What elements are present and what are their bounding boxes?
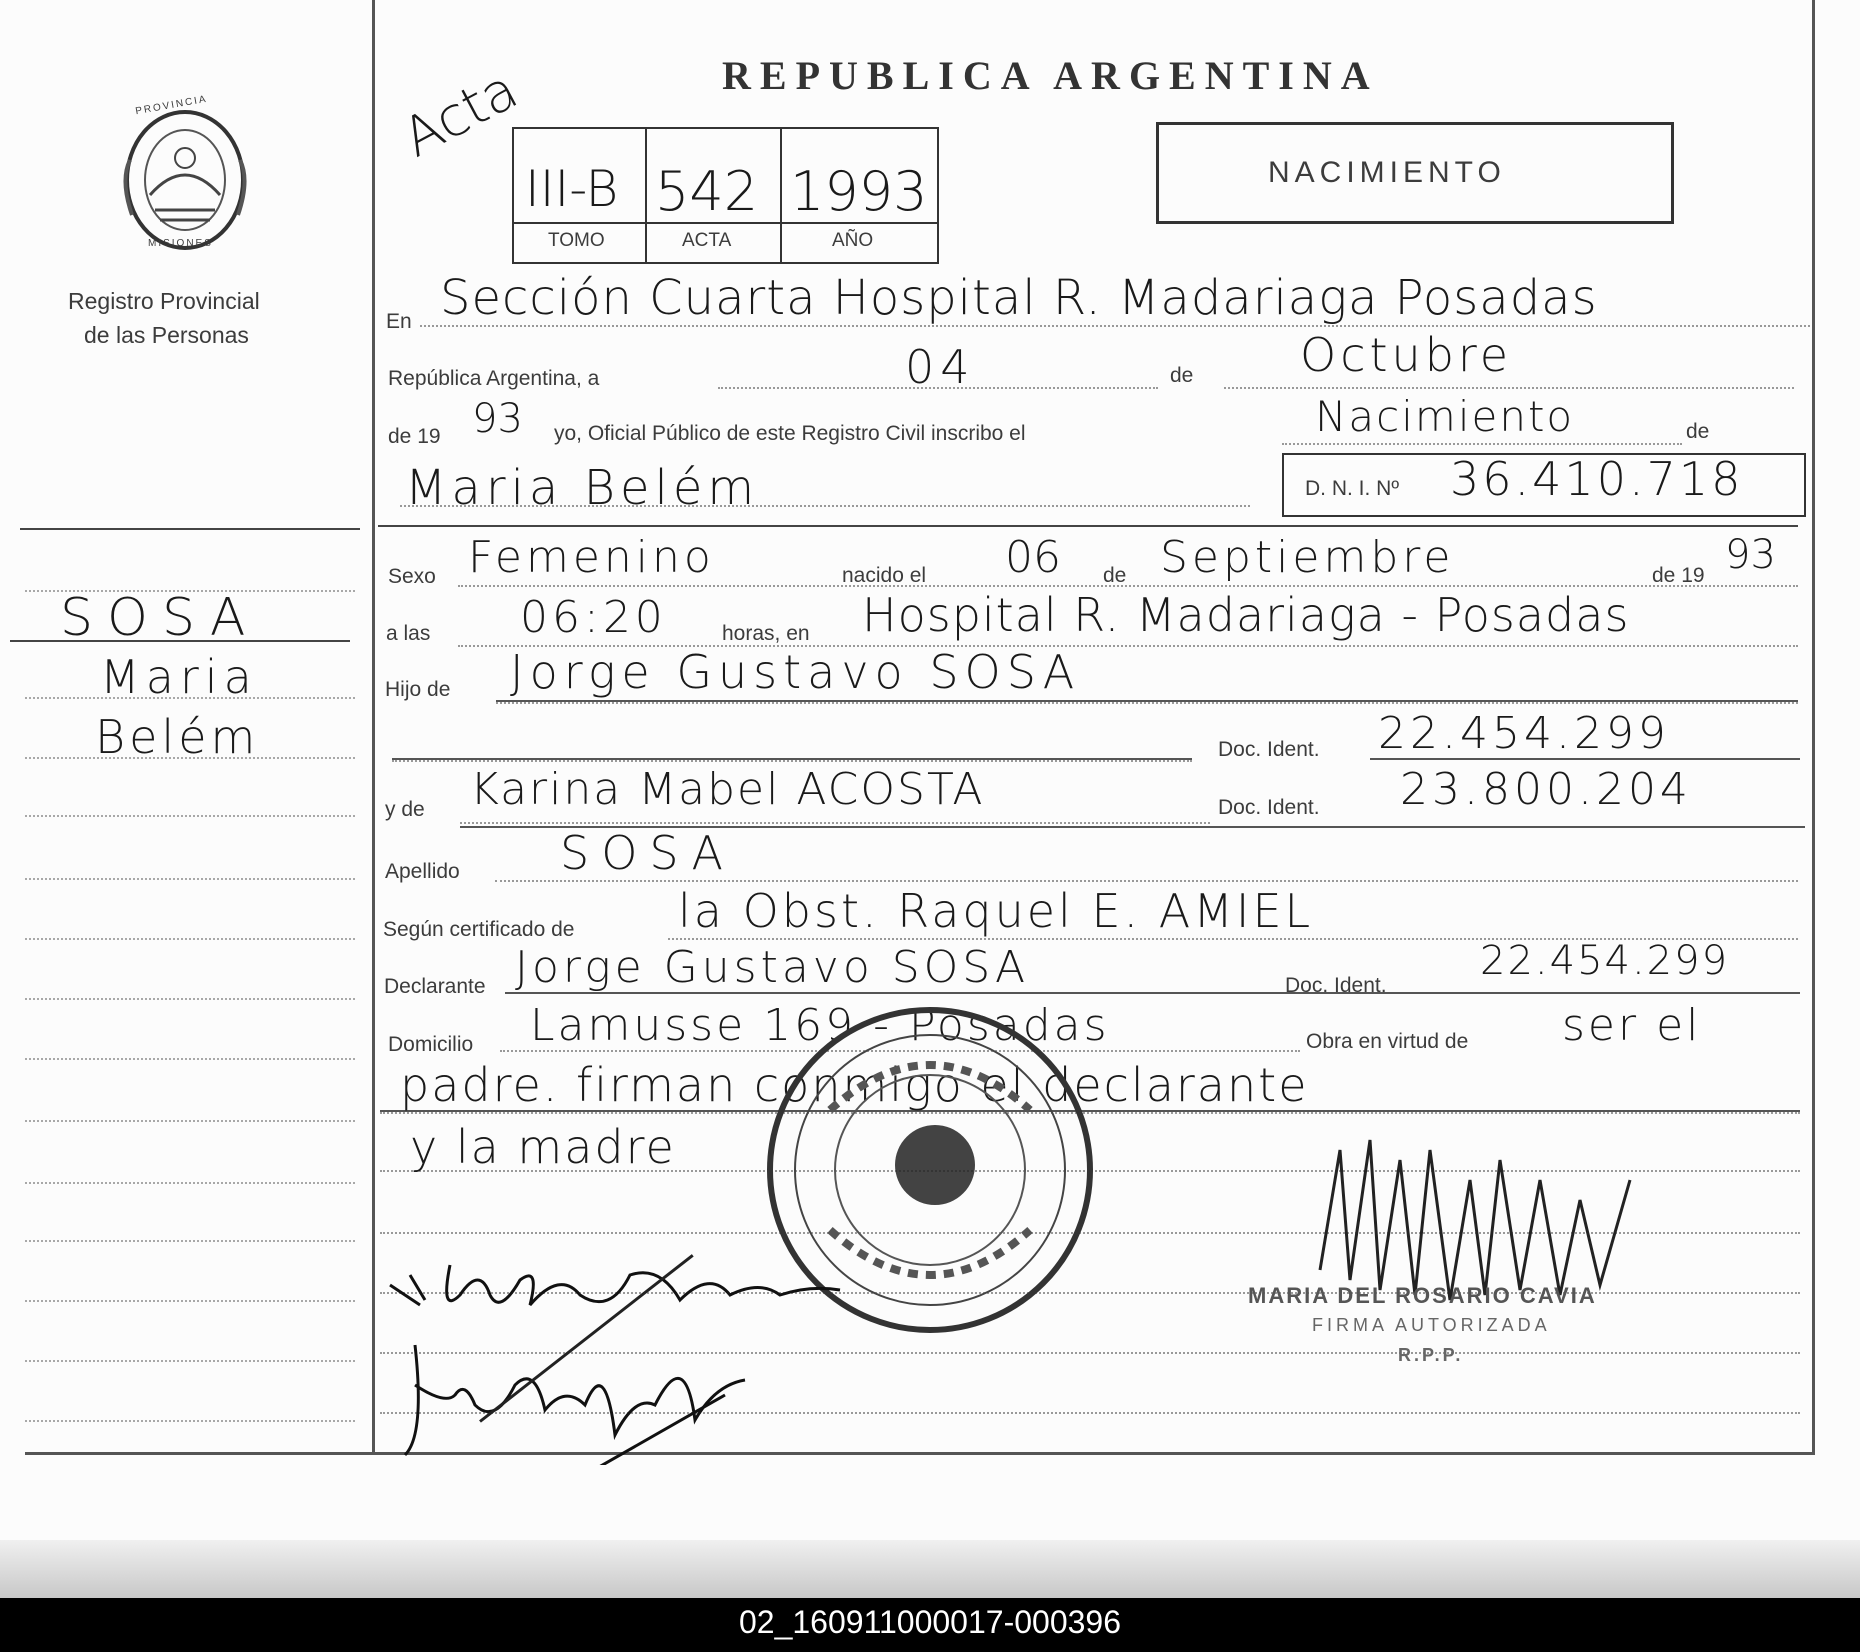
month-value: Octubre (1300, 328, 1513, 382)
anio-value: 1993 (790, 160, 928, 223)
field-line (458, 585, 1798, 587)
de19-label: de 19 (1652, 564, 1705, 587)
stub-right-border (372, 0, 375, 1455)
stub-line (25, 1300, 355, 1302)
acta-annotation: Acta (392, 57, 528, 170)
section-value: Sección Cuarta Hospital R. Madariaga Posadas (440, 270, 1598, 326)
act-type-value: Nacimiento (1315, 392, 1575, 441)
country-title: REPUBLICA ARGENTINA (722, 53, 1379, 98)
obra-line-3: y la madre (410, 1120, 676, 1174)
domicilio-value: Lamusse 169 - Posadas (530, 1000, 1110, 1051)
birth-month-value: Septiembre (1160, 532, 1455, 583)
obra-value: ser el (1562, 1000, 1702, 1051)
seal-bottom-text: MISIONES (148, 238, 213, 249)
authorized-title: FIRMA AUTORIZADA (1312, 1315, 1551, 1335)
docid-label-3: Doc. Ident. (1285, 974, 1387, 997)
mother-name: Karina Mabel ACOSTA (470, 764, 985, 815)
alas-label: a las (386, 622, 431, 645)
stub-given-name-2: Belém (95, 710, 260, 764)
stub-line (25, 998, 355, 1000)
stub-line (25, 1240, 355, 1242)
de-label-3: de (1103, 564, 1127, 587)
birth-place-value: Hospital R. Madariaga - Posadas (862, 588, 1630, 642)
nacido-label: nacido el (842, 564, 927, 587)
apellido-value: SOSA (560, 826, 735, 880)
provincial-seal-icon (110, 100, 260, 260)
seal-top-text: PROVINCIA (134, 93, 209, 118)
field-line (496, 702, 1798, 704)
year-prefix: de 19 (388, 425, 441, 448)
father-doc: 22.454.299 (1378, 708, 1670, 759)
docid-label-1: Doc. Ident. (1218, 738, 1320, 761)
stub-top-divider (20, 528, 360, 530)
birth-year-suffix: 93 (1725, 532, 1776, 578)
field-line (460, 822, 1210, 824)
record-type: NACIMIENTO (1268, 156, 1506, 189)
registry-divider (645, 127, 647, 262)
father-name: Jorge Gustavo SOSA (510, 645, 1081, 699)
birth-day-value: 06 (1005, 532, 1061, 583)
docid-label-2: Doc. Ident. (1218, 796, 1320, 819)
republica-label: República Argentina, a (388, 367, 600, 390)
segun-label: Según certificado de (383, 918, 575, 941)
en-label: En (386, 310, 412, 333)
de-label: de (1170, 364, 1194, 387)
office-name-line1: Registro Provincial (68, 288, 260, 314)
field-solid-line (496, 700, 1798, 702)
section-divider (378, 525, 1798, 527)
stub-given-name-1: Maria (100, 650, 258, 704)
hijo-label: Hijo de (385, 678, 451, 701)
tomo-value: III-B (525, 160, 619, 218)
domicilio-label: Domicilio (388, 1033, 474, 1056)
stub-line (25, 815, 355, 817)
field-line (1282, 443, 1682, 445)
birth-time-value: 06:20 (520, 592, 667, 643)
field-line (1224, 387, 1794, 389)
certificate-by: la Obst. Raquel E. AMIEL (678, 884, 1314, 938)
sexo-label: Sexo (388, 565, 436, 588)
field-line (495, 880, 1798, 882)
stub-line (25, 1120, 355, 1122)
file-id: 02_160911000017-000396 (738, 1604, 1121, 1640)
sexo-value: Femenino (468, 532, 715, 583)
anio-label: AÑO (832, 230, 874, 251)
field-line (392, 760, 1192, 762)
field-solid-line (392, 758, 1192, 760)
authorized-office: R.P.P. (1398, 1345, 1464, 1365)
stub-line (25, 1360, 355, 1362)
mother-doc: 23.800.204 (1400, 764, 1692, 815)
declarante-label: Declarante (384, 975, 486, 998)
acta-label: ACTA (682, 230, 732, 251)
authorized-name: MARIA DEL ROSARIO CAVIA (1248, 1283, 1597, 1308)
horas-label: horas, en (722, 622, 810, 645)
dni-value: 36.410.718 (1450, 452, 1744, 506)
stub-surname: SOSA (60, 588, 260, 648)
page-bottom-border (25, 1452, 1815, 1455)
stub-line (25, 1420, 355, 1422)
stub-line (25, 1058, 355, 1060)
obra-line-2: padre. firman conmigo el declarante (400, 1058, 1309, 1112)
yde-label: y de (385, 798, 425, 821)
father-signature-icon (380, 1225, 880, 1335)
office-name-line2: de las Personas (84, 322, 249, 348)
day-value: 04 (905, 340, 976, 394)
dni-label: D. N. I. Nº (1305, 477, 1400, 500)
stub-line (25, 1182, 355, 1184)
declarante-name: Jorge Gustavo SOSA (515, 942, 1030, 993)
stub-line (25, 878, 355, 880)
de-label-2: de (1686, 420, 1710, 443)
registry-divider (780, 127, 782, 262)
tomo-label: TOMO (548, 230, 605, 251)
obra-label: Obra en virtud de (1306, 1030, 1469, 1053)
page-edge-shadow (0, 1540, 1860, 1598)
mother-signature-icon (395, 1325, 775, 1465)
year-suffix: 93 (472, 396, 523, 442)
apellido-label: Apellido (385, 860, 460, 883)
stub-line (25, 938, 355, 940)
acta-value: 542 (655, 160, 759, 223)
page-right-border (1812, 0, 1815, 1455)
declarante-doc: 22.454.299 (1480, 938, 1730, 984)
oficial-text: yo, Oficial Público de este Registro Civil inscribo el (554, 422, 1026, 445)
person-name: Maria Belém (405, 460, 760, 516)
